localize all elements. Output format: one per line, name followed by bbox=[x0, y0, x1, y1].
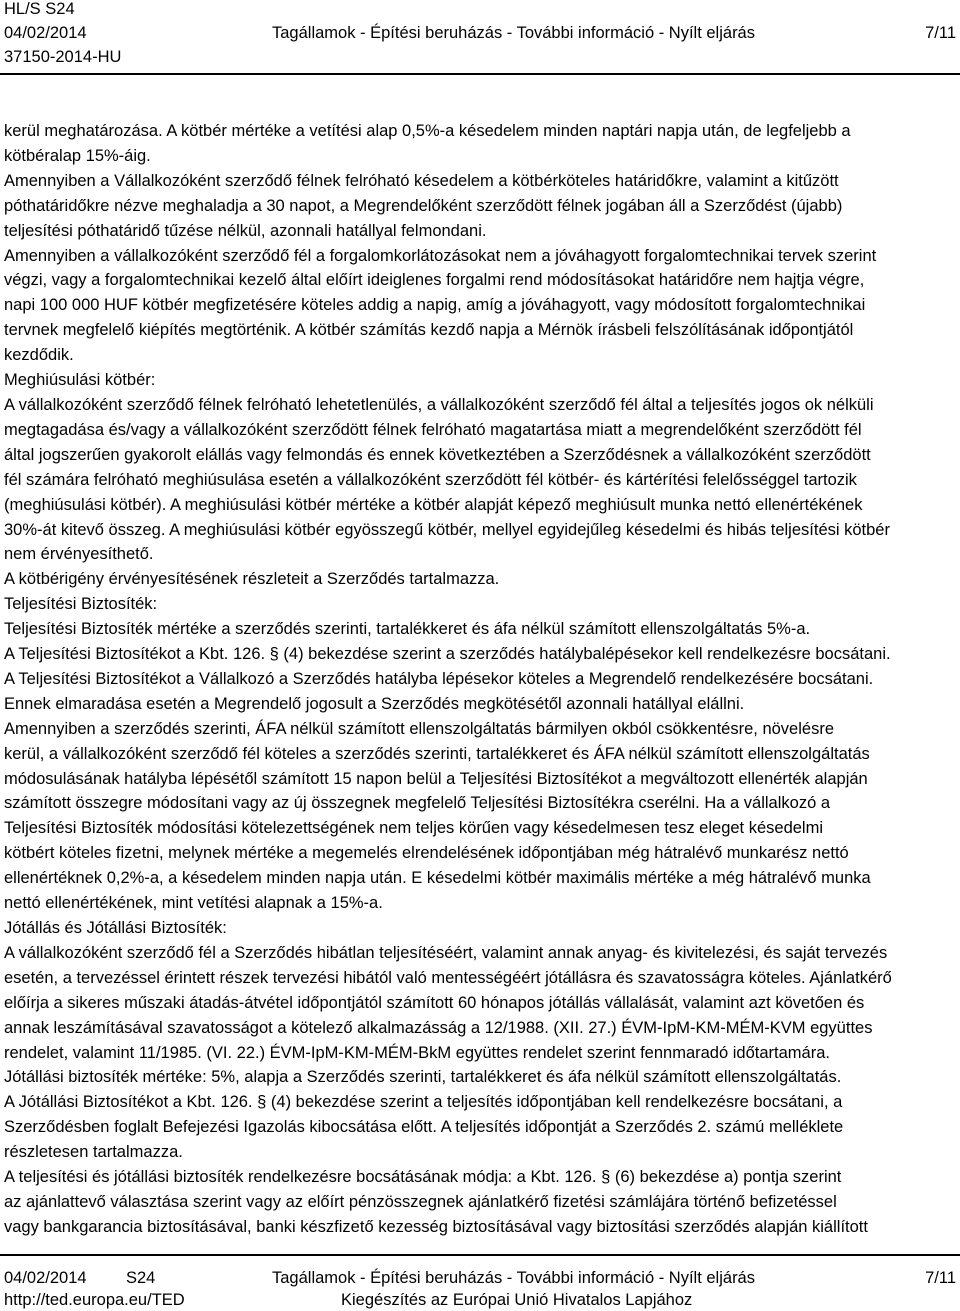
body-line: Szerződésben foglalt Befejezési Igazolás kibocsátása előtt. A teljesítés időpontját a Szerződés 2. számú melléklete bbox=[4, 1118, 844, 1137]
body-line: Meghiúsulási kötbér: bbox=[4, 371, 156, 390]
body-line: módosulásának hatályba lépésétől számított 15 napon belül a Teljesítési Biztosítékot a megváltozott ellenérték alapján bbox=[4, 769, 868, 788]
body-text bbox=[4, 119, 956, 1240]
body-line: A vállalkozóként szerződő fél a Szerződés hibátlan teljesítéséért, valamint annak anyag- és kivitelezési, és saját tervezés bbox=[4, 943, 888, 962]
footer-row-2 bbox=[4, 1289, 956, 1311]
body-line: vagy bankgarancia biztosításával, banki készfizető kezesség biztosításával vagy biztosítási szerződés alapján kiállított bbox=[4, 1217, 868, 1236]
body-line: Jótállás és Jótállási Biztosíték: bbox=[4, 919, 227, 937]
body-line: Teljesítési Biztosíték mértéke a szerződés szerinti, tartalékkeret és áfa nélkül számított ellenszolgáltatás 5%-a. bbox=[4, 620, 811, 639]
body-line: Jótállási biztosíték mértéke: 5%, alapja a Szerződés szerinti, tartalékkeret és áfa nélkül számított ellenszolgáltatás. bbox=[4, 1068, 842, 1087]
body-line: Teljesítési Biztosíték: bbox=[4, 595, 158, 614]
header-date: 04/02/2014 bbox=[4, 24, 87, 42]
header-ref: 37150-2014-HU bbox=[4, 48, 122, 66]
footer-series: S24 bbox=[126, 1269, 156, 1287]
footer-publisher: Kiegészítés az Európai Unió Hivatalos Lapjához bbox=[341, 1291, 693, 1309]
body-line: A Teljesítési Biztosítékot a Kbt. 126. § (4) bekezdése szerint a szerződés hatálybalépésekor kell rendelkezésre bocsátani. bbox=[4, 645, 891, 664]
body-line: kötbért köteles fizetni, melynek mértéke a megemelés elrendelésének időpontjában még hátralévő munkarész nettó bbox=[4, 844, 849, 863]
body-line: kerül meghatározása. A kötbér mértéke a vetítési alap 0,5%-a késedelem minden naptári napja után, de legfeljebb a bbox=[4, 122, 851, 140]
body-line: A teljesítési és jótállási biztosíték rendelkezésre bocsátásának módja: a Kbt. 126. § (6) bekezdése a) pontja szerint bbox=[4, 1168, 842, 1187]
footer-row-1 bbox=[4, 1267, 956, 1289]
body-line: ellenértéknek 0,2%-a, a késedelem minden napja után. E késedelmi kötbér maximális mértéke a még hátralévő munka bbox=[4, 869, 871, 888]
header-row-3 bbox=[4, 48, 956, 66]
footer-rule bbox=[0, 1254, 960, 1256]
header-page-number: 7/11 bbox=[925, 24, 956, 42]
body-line: végzi, vagy a forgalomtechnikai kezelő által előírt ideiglenes forgalmi rend módosításokat határidőre nem hajtja végre, bbox=[4, 271, 865, 290]
body-line: Ennek elmaradása esetén a Megrendelő jogosult a Szerződés megkötésétől azonnali hatállyal elállni. bbox=[4, 694, 745, 713]
body-line: megtagadása és/vagy a vállalkozóként szerződött félnek felróható magatartása miatt a megrendelőként szerződött fél bbox=[4, 420, 862, 439]
body-line: az ajánlattevő választása szerint vagy az előírt pénzösszegnek ajánlatkérő fizetési számlájára történő befizetéssel bbox=[4, 1192, 837, 1211]
body-line: A kötbérigény érvényesítésének részleteit a Szerződés tartalmazza. bbox=[4, 570, 500, 589]
body-line: számított összegre módosítani vagy az új összegnek megfelelő Teljesítési Biztosítékra cserélni. Ha a vállalkozó a bbox=[4, 794, 831, 813]
body-line: nem érvényesíthető. bbox=[4, 545, 154, 564]
header-title: Tagállamok - Építési beruházás - További információ - Nyílt eljárás bbox=[272, 24, 755, 42]
body-line: A vállalkozóként szerződő félnek felróható lehetetlenülés, a vállalkozóként szerződő fél által a teljesítés jogos ok nélküli bbox=[4, 395, 874, 414]
body-line: napi 100 000 HUF kötbér megfizetésére köteles addig a napig, amíg a jóváhagyott, vagy módosított forgalomtechnikai bbox=[4, 296, 866, 315]
body-line: által jogszerűen gyakorolt elállás vagy felmondás és ennek következtében a Szerződésnek a vállalkozóként szerződött bbox=[4, 445, 871, 464]
body-line: (meghiúsulási kötbér). A meghiúsulási kötbér mértéke a kötbér alapját képező meghiúsult munka nettó ellenértékének bbox=[4, 495, 863, 514]
footer-page-number: 7/11 bbox=[925, 1269, 956, 1287]
body-line: esetén, a tervezéssel érintett részek tervezési hibától való mentességéért jótállásra és szavatosságra köteles. Ajánlatkérő bbox=[4, 968, 892, 987]
body-line: nettó ellenértékének, mint vetítési alapnak a 15%-a. bbox=[4, 894, 383, 913]
body-line: póthatáridőkre nézve meghaladja a 30 napot, a Megrendelőként szerződött félnek jogában áll a Szerződést (újabb) bbox=[4, 196, 843, 215]
body-line: előírja a sikeres műszaki átadás-átvétel időpontjától számított 60 hónapos jótállás vállalását, valamint azt követően és bbox=[4, 993, 865, 1012]
body-line: kötbéralap 15%-áig. bbox=[4, 146, 151, 165]
page-footer bbox=[4, 1267, 956, 1311]
body-line: Amennyiben a vállalkozóként szerződő fél a forgalomkorlátozásokat nem a jóváhagyott forgalomtechnikai tervek szerint bbox=[4, 246, 877, 265]
body-line: A Teljesítési Biztosítékot a Vállalkozó a Szerződés hatályba lépésekor köteles a Megrendelő rendelkezésére bocsátani. bbox=[4, 669, 874, 688]
footer-url[interactable]: http://ted.europa.eu/TED bbox=[4, 1291, 185, 1309]
header-row-1 bbox=[4, 0, 956, 18]
body-line: kerül, a vállalkozóként szerződő fél köteles a szerződés szerinti, tartalékkeret és ÁFA nélkül számított ellenszolgáltatás bbox=[4, 744, 870, 763]
footer-date: 04/02/2014 bbox=[4, 1269, 87, 1287]
header-rule bbox=[0, 73, 960, 75]
body-line: Amennyiben a szerződés szerinti, ÁFA nélkül számított ellenszolgáltatás bármilyen okból csökkentésre, növelésre bbox=[4, 719, 834, 738]
body-line: fél számára felróható meghiúsulása esetén a vállalkozóként szerződött fél kötbér- és kártérítési felelősséggel tartozik bbox=[4, 470, 857, 489]
body-line: A Jótállási Biztosítékot a Kbt. 126. § (4) bekezdése szerint a teljesítés időpontjában kell rendelkezésre bocsátani, a bbox=[4, 1093, 843, 1112]
footer-title: Tagállamok - Építési beruházás - További információ - Nyílt eljárás bbox=[272, 1269, 755, 1287]
body-line: tervnek megfelelő kiépítés megtörténik. A kötbér számítás kezdő napja a Mérnök írásbeli felszólításának időpontjától bbox=[4, 321, 854, 340]
body-line: részletesen tartalmazza. bbox=[4, 1143, 183, 1162]
body-line: rendelet, valamint 11/1985. (VI. 22.) ÉVM-IpM-KM-MÉM-BkM együttes rendelet szerint fennmaradó időtartamára. bbox=[4, 1043, 830, 1062]
body-line: kezdődik. bbox=[4, 346, 74, 365]
body-line: Teljesítési Biztosíték módosítási kötelezettségének nem teljes körűen vagy késedelmesen tesz eleget késedelmi bbox=[4, 819, 824, 838]
page-header bbox=[4, 0, 956, 66]
body-line: annak leszámításával szavatosságot a kötelező alkalmazásság a 12/1988. (XII. 27.) ÉVM-IpM-KM-MÉM-KVM együttes bbox=[4, 1018, 873, 1037]
body-line: teljesítési póthatáridő tűzése nélkül, azonnali hatállyal felmondani. bbox=[4, 221, 487, 240]
body-line: 30%-át kitevő összeg. A meghiúsulási kötbér egyösszegű kötbér, mellyel egyidejűleg késedelmi és hibás teljesítési kötbér bbox=[4, 520, 890, 539]
header-row-2 bbox=[4, 24, 956, 42]
body-line: Amennyiben a Vállalkozóként szerződő félnek felróható késedelem a kötbérköteles határidőkre, valamint a kitűzött bbox=[4, 171, 839, 190]
doc-label: HL/S S24 bbox=[4, 0, 75, 18]
